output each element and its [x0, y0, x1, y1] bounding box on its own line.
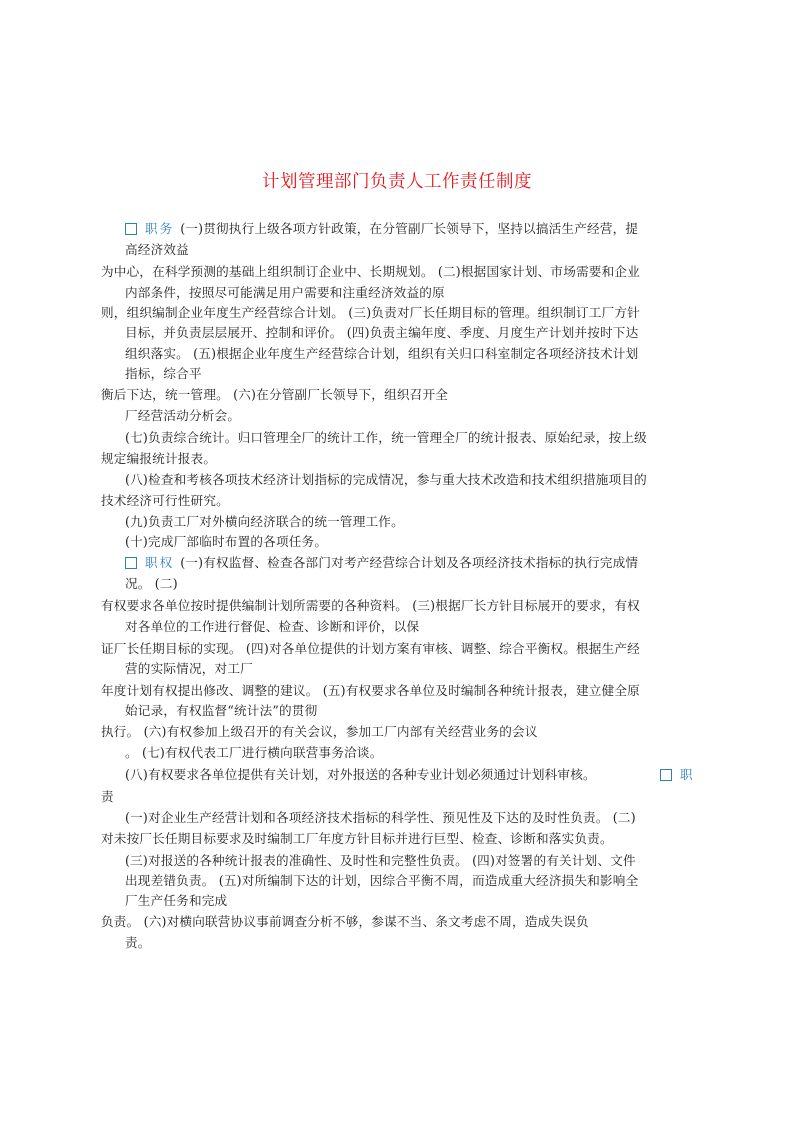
line-text: 证厂长任期目标的实现。 (四)对各单位提供的计划方案有审核、调整、综合平衡权。根据生产经	[101, 641, 640, 656]
text-line	[125, 344, 638, 363]
text-line	[101, 491, 229, 510]
line-text: (三)对报送的各种统计报表的准确性、及时性和完整性负责。 (四)对签署的有关计划、文件	[125, 853, 636, 868]
line-text: 厂经营活动分析会。	[125, 408, 241, 423]
section-heading: 职务	[145, 221, 175, 236]
text-line	[125, 364, 202, 383]
text-line	[125, 283, 445, 302]
text-line	[125, 512, 404, 531]
line-text: (一)对企业生产经营计划和各项经济技术指标的科学性、预见性及下达的及时性负责。 (二)	[125, 810, 636, 825]
text-line	[125, 323, 638, 342]
text-line	[101, 681, 640, 700]
text-line	[125, 701, 317, 720]
line-text: 营的实际情况，对工厂	[125, 661, 253, 676]
text-line	[125, 532, 327, 551]
text-line	[125, 617, 419, 636]
text-line	[125, 851, 636, 870]
text-line	[125, 765, 596, 784]
line-text: 为中心，在科学预测的基础上组织制订企业中、长期规划。 (二)根据国家计划、市场需要和企业	[101, 264, 640, 279]
text-line	[101, 639, 640, 658]
text-line	[101, 912, 589, 931]
line-text: 衡后下达，统一管理。 (六)在分管副厂长领导下，组织召开全	[101, 387, 449, 402]
line-text: 技术经济可行性研究。	[101, 493, 229, 508]
line-text: 年度计划有权提出修改、调整的建议。 (五)有权要求各单位及时编制各种统计报表，建立健全原	[101, 683, 640, 698]
checkbox-icon	[125, 223, 137, 235]
line-text: 负责。 (六)对横向联营协议事前调查分析不够，参谋不当、条文考虑不周，造成失误负	[101, 914, 589, 929]
line-text: 规定编报统计报表。	[101, 451, 217, 466]
line-text: (八)检查和考核各项技术经济计划指标的完成情况，参与重大技术改造和技术组织措施项目的	[125, 472, 647, 487]
line-text: 组织落实。 (五)根据企业年度生产经营综合计划，组织有关归口科室制定各项经济技术计划	[125, 346, 639, 361]
section-heading: 职权	[145, 555, 175, 570]
line-text: 出现差错负责。 (五)对所编制下达的计划，因综合平衡不周，而造成重大经济损失和影响全	[125, 873, 639, 888]
document-title: 计划管理部门负责人工作责任制度	[262, 172, 532, 192]
line-text: 。 (七)有权代表工厂进行横向联营事务洽谈。	[125, 745, 383, 760]
text-line	[101, 787, 114, 806]
text-line	[125, 871, 638, 890]
line-text: 对各单位的工作进行督促、检查、诊断和评价，以保	[125, 619, 420, 634]
text-line	[101, 722, 538, 741]
section-heading-responsibility: 职	[660, 765, 695, 784]
line-text: 指标，综合平	[125, 366, 202, 381]
text-line	[101, 829, 613, 848]
line-text: 有权要求各单位按时提供编制计划所需要的各种资料。 (三)根据厂长方针目标展开的要求，有权	[101, 598, 640, 613]
text-line	[125, 406, 240, 425]
text-line	[125, 891, 227, 910]
line-text: (七)负责综合统计。归口管理全厂的统计工作，统一管理全厂的统计报表、原始纪录，按上级	[125, 430, 647, 445]
line-text: (八)有权要求各单位提供有关计划，对外报送的各种专业计划必须通过计划科审核。	[125, 767, 596, 782]
text-line	[125, 553, 638, 572]
line-text: (十)完成厂部临时布置的各项任务。	[125, 534, 328, 549]
text-line	[125, 240, 189, 259]
line-text: (一)有权监督、检查各部门对考产经营综合计划及各项经济技术指标的执行完成情	[180, 555, 639, 570]
text-line	[125, 470, 647, 489]
text-line	[101, 262, 640, 281]
text-line	[101, 596, 640, 615]
text-line	[125, 219, 638, 238]
text-line	[101, 303, 640, 322]
line-text: 始记录，有权监督“统计法”的贯彻	[125, 703, 318, 718]
line-text: 目标，并负责层层展开、控制和评价。 (四)负责主编年度、季度、月度生产计划并按时下达	[125, 325, 639, 340]
line-text: 高经济效益	[125, 242, 189, 257]
line-text: 况。 (二)	[125, 576, 178, 591]
checkbox-icon	[660, 769, 672, 781]
line-text: 责。	[125, 935, 151, 950]
line-text: 责	[101, 789, 114, 804]
line-text: 执行。 (六)有权参加上级召开的有关会议，参加工厂内部有关经营业务的会议	[101, 724, 538, 739]
line-text: (一)贯彻执行上级各项方针政策，在分管副厂长领导下，坚持以搞活生产经营，提	[180, 221, 639, 236]
line-text: 则，组织编制企业年度生产经营综合计划。 (三)负责对厂长任期目标的管理。组织制订工厂方针	[101, 305, 640, 320]
text-line	[101, 385, 448, 404]
text-line	[125, 933, 151, 952]
line-text: (九)负责工厂对外横向经济联合的统一管理工作。	[125, 514, 404, 529]
text-line	[125, 428, 647, 447]
line-text: 对未按厂长任期目标要求及时编制工厂年度方针目标并进行巨型、检查、诊断和落实负责。	[101, 831, 613, 846]
text-line	[125, 808, 636, 827]
text-line	[125, 743, 383, 762]
text-line	[125, 574, 178, 593]
checkbox-icon	[125, 557, 137, 569]
line-text: 厂生产任务和完成	[125, 893, 228, 908]
text-line	[101, 449, 216, 468]
text-line	[125, 659, 253, 678]
line-text: 内部条件，按照尽可能满足用户需要和注重经济效益的原	[125, 285, 445, 300]
